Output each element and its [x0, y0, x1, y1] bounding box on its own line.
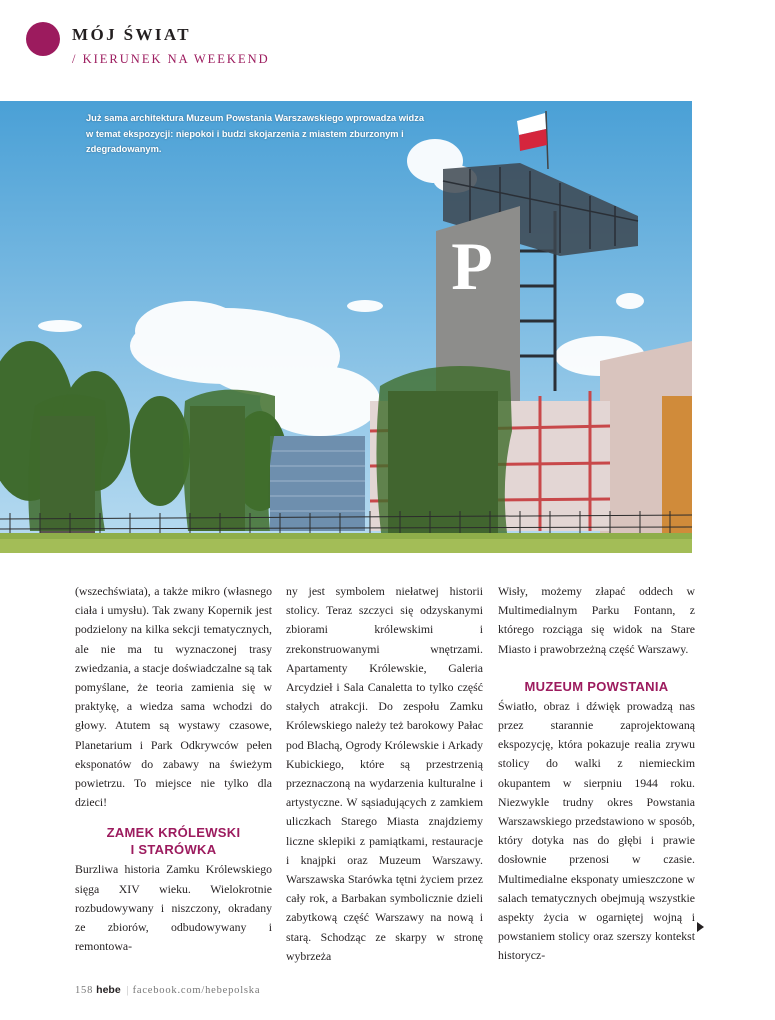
museum-photo: [0, 101, 692, 553]
page-footer: [75, 984, 260, 996]
article-column-1: [75, 582, 272, 956]
paragraph: (wszechświata), a także mikro (własnego ciała i umysłu). Tak zwany Kopernik jest podzielony na kilka sekcji tematycznych, ale nie ma tu wyznaczonej trasy zwiedzania, a stacje doświadczalne są tak pomyślane, że teoria zamienia się w praktykę, a wiedza sama wchodzi do głowy. Atutem są wystawy czasowe, Planetarium i Park Odkrywców pełen eksponatów do zabawy na świeżym powietrzu. To miejsce nie tylko dla dzieci!: [75, 584, 272, 810]
kotwica-emblem-icon: P: [451, 228, 493, 304]
paragraph: Burzliwa historia Zamku Królewskiego sięga XIV wieku. Wielokrotnie rozbudowywany i niszczony, okradany ze zbiorów, odbudowywany i remontowa-: [75, 862, 272, 954]
article-column-2: [286, 582, 483, 966]
section-dot-icon: [26, 22, 60, 56]
article-column-3: [498, 582, 695, 966]
brand-logo: hebe: [96, 984, 121, 996]
paragraph: Wisły, możemy złapać oddech w Multimedialnym Parku Fontann, z którego rozciąga się widok na Stare Miasto i prawobrzeżną część Warszawy.: [498, 584, 695, 656]
continue-arrow-icon: [697, 922, 704, 932]
paragraph: Światło, obraz i dźwięk prowadzą nas przez starannie zaprojektowaną ekspozycję, która pokazuje realia zrywu stolicy do walki z niemieckim okupantem w sierpniu 1944 roku. Niezwykle trudny okres Powstania Warszawskiego przedstawiono w sposób, który dotyka nas do głębi i prawie dosłownie przenosi w czasie. Multimedialne eksponaty umieszczone w salach tematycznych obejmują wszystkie aspekty życia w ogarniętej wojną i powstaniem stolicy oraz szerszy kontekst historycz-: [498, 698, 695, 963]
page-number: 158: [75, 985, 94, 996]
footer-url: facebook.com/hebepolska: [132, 985, 261, 996]
subheading-muzeum: MUZEUM POWSTANIA: [524, 678, 669, 694]
subheading-line: ZAMEK KRÓLEWSKI: [106, 825, 241, 841]
paragraph: ny jest symbolem niełatwej historii stolicy. Teraz szczyci się odzyskanymi zbiorami królewskimi i zrekonstruowanymi wnętrzami. Apartamenty Królewskie, Galeria Arcydzieł i Sala Canaletta to tylko część stałych atrakcji. Do zespołu Zamku Królewskiego należy też barokowy Pałac pod Blachą, Ogrody Królewskie i Arkady Kubickiego, które są przestrzenią przeznaczoną na wydarzenia kulturalne i artystyczne. W sąsiadujących z zamkiem uliczkach Starego Miasta znajdziemy liczne sklepiki z pamiątkami, restauracje i knajpki oraz Muzeum Warszawy. Warszawska Starówka tętni życiem przez cały rok, a Barbakan symbolicznie dzieli zabytkową część Warszawy na nową i starą. Schodząc ze skarpy w stronę wybrzeża: [286, 584, 483, 963]
subheading-line: I STARÓWKA: [130, 842, 217, 858]
section-subtitle: / KIERUNEK NA WEEKEND: [72, 52, 270, 66]
section-title: MÓJ ŚWIAT: [72, 25, 192, 44]
footer-separator: |: [126, 985, 130, 996]
subheading-zamek: [75, 824, 272, 858]
photo-caption: Już sama architektura Muzeum Powstania Warszawskiego wprowadza widza w temat ekspozycji: niepokoi i budzi skojarzenia z miastem zburzonym i zdegradowanym.: [86, 113, 425, 154]
